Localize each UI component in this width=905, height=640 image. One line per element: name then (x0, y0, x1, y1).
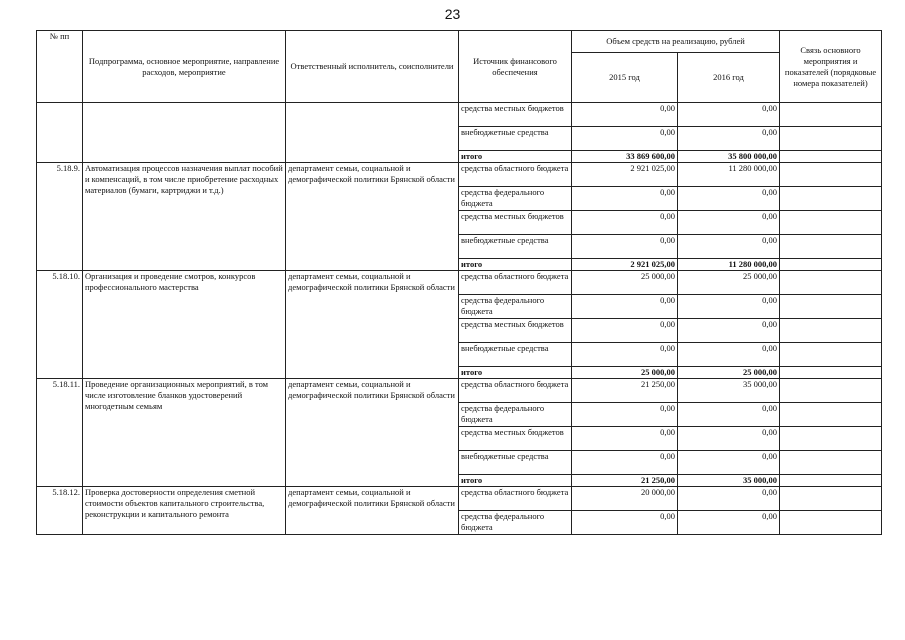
value-2015-cell: 25 000,00 (572, 367, 678, 379)
source-cell: внебюджетные средства (459, 235, 572, 259)
link-cell (780, 343, 882, 367)
source-cell: средства федерального бюджета (459, 187, 572, 211)
link-cell (780, 211, 882, 235)
item-name: Организация и проведение смотров, конкурсов профессионального мастерства (83, 271, 286, 379)
link-cell (780, 103, 882, 127)
source-cell: средства местных бюджетов (459, 319, 572, 343)
source-cell: средства местных бюджетов (459, 427, 572, 451)
source-cell: средства местных бюджетов (459, 103, 572, 127)
value-2016-cell: 0,00 (678, 427, 780, 451)
value-2016-cell: 0,00 (678, 127, 780, 151)
link-cell (780, 151, 882, 163)
value-2016-cell: 25 000,00 (678, 271, 780, 295)
value-2015-cell: 0,00 (572, 127, 678, 151)
page-number: 23 (444, 6, 461, 22)
table-row (37, 103, 882, 127)
item-number: 5.18.10. (37, 271, 83, 379)
item-number: 5.18.12. (37, 487, 83, 535)
link-cell (780, 235, 882, 259)
source-cell: средства местных бюджетов (459, 211, 572, 235)
item-number: 5.18.11. (37, 379, 83, 487)
source-cell: итого (459, 367, 572, 379)
source-cell: средства областного бюджета (459, 271, 572, 295)
value-2016-cell: 35 800 000,00 (678, 151, 780, 163)
value-2016-cell: 0,00 (678, 343, 780, 367)
link-cell (780, 319, 882, 343)
source-cell: средства областного бюджета (459, 163, 572, 187)
value-2015-cell: 0,00 (572, 427, 678, 451)
source-cell: итого (459, 475, 572, 487)
value-2015-cell: 20 000,00 (572, 487, 678, 511)
link-cell (780, 259, 882, 271)
item-number: 5.18.9. (37, 163, 83, 271)
value-2015-cell: 0,00 (572, 187, 678, 211)
value-2015-cell: 0,00 (572, 319, 678, 343)
table-row (37, 379, 882, 403)
value-2016-cell: 0,00 (678, 235, 780, 259)
value-2015-cell: 0,00 (572, 295, 678, 319)
item-name: Автоматизация процессов назначения выплат пособий и компенсаций, в том числе приобретение расходных материалов (бумаги, картриджи и т.д.) (83, 163, 286, 271)
link-cell (780, 187, 882, 211)
link-cell (780, 127, 882, 151)
item-executor: департамент семьи, социальной и демографической политики Брянской области (286, 271, 459, 379)
link-cell (780, 271, 882, 295)
header-executor: Ответственный исполнитель, соисполнители (286, 31, 459, 103)
source-cell: внебюджетные средства (459, 127, 572, 151)
value-2015-cell: 0,00 (572, 235, 678, 259)
value-2015-cell: 21 250,00 (572, 379, 678, 403)
value-2016-cell: 0,00 (678, 103, 780, 127)
source-cell: средства федерального бюджета (459, 403, 572, 427)
link-cell (780, 295, 882, 319)
value-2015-cell: 0,00 (572, 511, 678, 535)
item-name: Проверка достоверности определения сметной стоимости объектов капитального строительства, реконструкции и капитального ремонта (83, 487, 286, 535)
link-cell (780, 511, 882, 535)
value-2016-cell: 0,00 (678, 319, 780, 343)
header-volume: Объем средств на реализацию, рублей (572, 31, 780, 53)
cont-name (83, 103, 286, 163)
header-source: Источник финансового обеспечения (459, 31, 572, 103)
value-2015-cell: 0,00 (572, 211, 678, 235)
link-cell (780, 427, 882, 451)
link-cell (780, 451, 882, 475)
value-2016-cell: 0,00 (678, 295, 780, 319)
value-2015-cell: 33 869 600,00 (572, 151, 678, 163)
header-program: Подпрограмма, основное мероприятие, направление расходов, мероприятие (83, 31, 286, 103)
table-body (37, 103, 882, 535)
value-2016-cell: 0,00 (678, 403, 780, 427)
value-2016-cell: 0,00 (678, 187, 780, 211)
header-no: № пп (37, 31, 83, 103)
value-2016-cell: 11 280 000,00 (678, 163, 780, 187)
link-cell (780, 379, 882, 403)
link-cell (780, 403, 882, 427)
item-executor: департамент семьи, социальной и демографической политики Брянской области (286, 163, 459, 271)
value-2016-cell: 35 000,00 (678, 379, 780, 403)
value-2015-cell: 0,00 (572, 343, 678, 367)
value-2015-cell: 0,00 (572, 103, 678, 127)
value-2015-cell: 21 250,00 (572, 475, 678, 487)
link-cell (780, 487, 882, 511)
source-cell: средства федерального бюджета (459, 295, 572, 319)
source-cell: внебюджетные средства (459, 451, 572, 475)
header-link: Связь основного мероприятия и показателей (порядковые номера показателей) (780, 31, 882, 103)
cont-no (37, 103, 83, 163)
source-cell: итого (459, 259, 572, 271)
budget-table (36, 30, 882, 535)
table-row (37, 487, 882, 511)
value-2016-cell: 0,00 (678, 211, 780, 235)
item-executor: департамент семьи, социальной и демографической политики Брянской области (286, 379, 459, 487)
header-2015: 2015 год (572, 53, 678, 103)
source-cell: средства федерального бюджета (459, 511, 572, 535)
source-cell: средства областного бюджета (459, 379, 572, 403)
source-cell: итого (459, 151, 572, 163)
item-executor: департамент семьи, социальной и демографической политики Брянской области (286, 487, 459, 535)
link-cell (780, 367, 882, 379)
source-cell: средства областного бюджета (459, 487, 572, 511)
link-cell (780, 475, 882, 487)
link-cell (780, 163, 882, 187)
value-2015-cell: 25 000,00 (572, 271, 678, 295)
table-row (37, 163, 882, 187)
cont-executor (286, 103, 459, 163)
value-2016-cell: 11 280 000,00 (678, 259, 780, 271)
value-2016-cell: 0,00 (678, 487, 780, 511)
value-2016-cell: 25 000,00 (678, 367, 780, 379)
value-2015-cell: 0,00 (572, 451, 678, 475)
table-row (37, 271, 882, 295)
value-2016-cell: 0,00 (678, 451, 780, 475)
value-2016-cell: 35 000,00 (678, 475, 780, 487)
value-2016-cell: 0,00 (678, 511, 780, 535)
value-2015-cell: 2 921 025,00 (572, 259, 678, 271)
source-cell: внебюджетные средства (459, 343, 572, 367)
header-2016: 2016 год (678, 53, 780, 103)
value-2015-cell: 2 921 025,00 (572, 163, 678, 187)
item-name: Проведение организационных мероприятий, в том числе изготовление бланков удостоверений многодетным семьям (83, 379, 286, 487)
value-2015-cell: 0,00 (572, 403, 678, 427)
